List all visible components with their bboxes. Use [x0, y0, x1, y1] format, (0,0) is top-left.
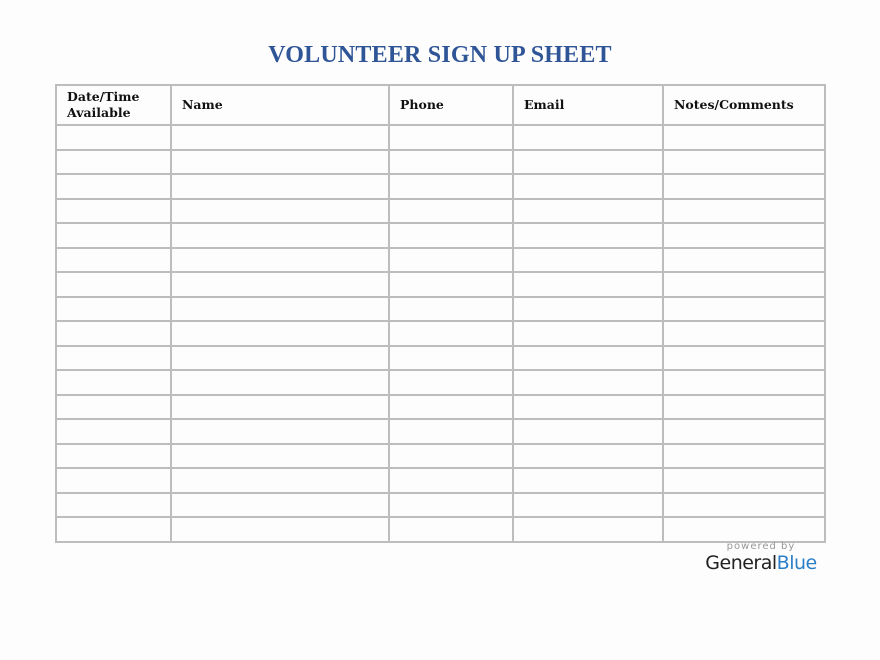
cell-email[interactable]	[513, 272, 663, 297]
cell-name[interactable]	[171, 419, 389, 444]
cell-name[interactable]	[171, 174, 389, 199]
cell-email[interactable]	[513, 223, 663, 248]
cell-email[interactable]	[513, 395, 663, 420]
cell-date-time[interactable]	[56, 517, 171, 542]
cell-email[interactable]	[513, 125, 663, 150]
cell-date-time[interactable]	[56, 150, 171, 175]
cell-notes[interactable]	[663, 321, 825, 346]
cell-email[interactable]	[513, 370, 663, 395]
generalblue-logo	[700, 552, 822, 574]
table-row	[56, 493, 825, 518]
powered-by-text: powered by	[726, 541, 796, 552]
cell-name[interactable]	[171, 395, 389, 420]
cell-phone[interactable]	[389, 125, 513, 150]
table-row	[56, 272, 825, 297]
cell-date-time[interactable]	[56, 248, 171, 273]
cell-email[interactable]	[513, 419, 663, 444]
cell-date-time[interactable]	[56, 297, 171, 322]
table-row	[56, 444, 825, 469]
cell-name[interactable]	[171, 444, 389, 469]
cell-notes[interactable]	[663, 419, 825, 444]
cell-phone[interactable]	[389, 419, 513, 444]
cell-notes[interactable]	[663, 468, 825, 493]
table-row	[56, 517, 825, 542]
cell-notes[interactable]	[663, 297, 825, 322]
cell-date-time[interactable]	[56, 419, 171, 444]
cell-name[interactable]	[171, 150, 389, 175]
cell-name[interactable]	[171, 517, 389, 542]
cell-email[interactable]	[513, 297, 663, 322]
page-title: VOLUNTEER SIGN UP SHEET	[268, 42, 612, 68]
table-row	[56, 321, 825, 346]
cell-email[interactable]	[513, 174, 663, 199]
table-row	[56, 297, 825, 322]
cell-name[interactable]	[171, 493, 389, 518]
cell-notes[interactable]	[663, 272, 825, 297]
cell-name[interactable]	[171, 370, 389, 395]
table-row	[56, 370, 825, 395]
cell-phone[interactable]	[389, 395, 513, 420]
cell-notes[interactable]	[663, 493, 825, 518]
cell-notes[interactable]	[663, 199, 825, 224]
cell-email[interactable]	[513, 493, 663, 518]
cell-phone[interactable]	[389, 468, 513, 493]
table-row	[56, 199, 825, 224]
cell-phone[interactable]	[389, 321, 513, 346]
cell-name[interactable]	[171, 468, 389, 493]
logo-blue: Blue	[776, 552, 817, 574]
cell-date-time[interactable]	[56, 199, 171, 224]
header-notes: Notes/Comments	[663, 85, 825, 125]
header-row	[56, 85, 825, 125]
table-row	[56, 395, 825, 420]
cell-phone[interactable]	[389, 272, 513, 297]
cell-notes[interactable]	[663, 174, 825, 199]
cell-phone[interactable]	[389, 150, 513, 175]
cell-phone[interactable]	[389, 297, 513, 322]
cell-name[interactable]	[171, 248, 389, 273]
cell-notes[interactable]	[663, 150, 825, 175]
table-row	[56, 125, 825, 150]
cell-email[interactable]	[513, 199, 663, 224]
cell-name[interactable]	[171, 199, 389, 224]
cell-date-time[interactable]	[56, 272, 171, 297]
cell-email[interactable]	[513, 321, 663, 346]
table-row	[56, 174, 825, 199]
cell-date-time[interactable]	[56, 125, 171, 150]
cell-phone[interactable]	[389, 174, 513, 199]
signup-table	[55, 84, 826, 543]
table-row	[56, 419, 825, 444]
header-date-line1: Date/Time	[67, 89, 140, 104]
table-row	[56, 223, 825, 248]
cell-notes[interactable]	[663, 223, 825, 248]
cell-date-time[interactable]	[56, 321, 171, 346]
header-name: Name	[171, 85, 389, 125]
cell-phone[interactable]	[389, 444, 513, 469]
cell-email[interactable]	[513, 248, 663, 273]
cell-email[interactable]	[513, 468, 663, 493]
cell-name[interactable]	[171, 223, 389, 248]
cell-phone[interactable]	[389, 223, 513, 248]
cell-date-time[interactable]	[56, 395, 171, 420]
header-date-time	[56, 85, 171, 125]
cell-phone[interactable]	[389, 370, 513, 395]
table-row	[56, 468, 825, 493]
cell-date-time[interactable]	[56, 493, 171, 518]
cell-phone[interactable]	[389, 346, 513, 371]
cell-notes[interactable]	[663, 517, 825, 542]
cell-phone[interactable]	[389, 517, 513, 542]
cell-date-time[interactable]	[56, 468, 171, 493]
logo-general: General	[705, 552, 777, 574]
table-row	[56, 150, 825, 175]
cell-notes[interactable]	[663, 370, 825, 395]
cell-name[interactable]	[171, 125, 389, 150]
cell-notes[interactable]	[663, 125, 825, 150]
cell-phone[interactable]	[389, 493, 513, 518]
cell-name[interactable]	[171, 346, 389, 371]
cell-name[interactable]	[171, 272, 389, 297]
header-date-line2: Available	[67, 105, 131, 120]
cell-name[interactable]	[171, 321, 389, 346]
cell-notes[interactable]	[663, 346, 825, 371]
cell-name[interactable]	[171, 297, 389, 322]
cell-phone[interactable]	[389, 199, 513, 224]
cell-date-time[interactable]	[56, 346, 171, 371]
cell-date-time[interactable]	[56, 223, 171, 248]
cell-date-time[interactable]	[56, 444, 171, 469]
cell-phone[interactable]	[389, 248, 513, 273]
cell-date-time[interactable]	[56, 174, 171, 199]
cell-notes[interactable]	[663, 444, 825, 469]
table-row	[56, 346, 825, 371]
cell-notes[interactable]	[663, 395, 825, 420]
cell-email[interactable]	[513, 346, 663, 371]
header-phone: Phone	[389, 85, 513, 125]
cell-email[interactable]	[513, 444, 663, 469]
cell-email[interactable]	[513, 150, 663, 175]
header-email: Email	[513, 85, 663, 125]
cell-email[interactable]	[513, 517, 663, 542]
cell-notes[interactable]	[663, 248, 825, 273]
cell-date-time[interactable]	[56, 370, 171, 395]
table-row	[56, 248, 825, 273]
powered-by-logo	[700, 541, 822, 574]
